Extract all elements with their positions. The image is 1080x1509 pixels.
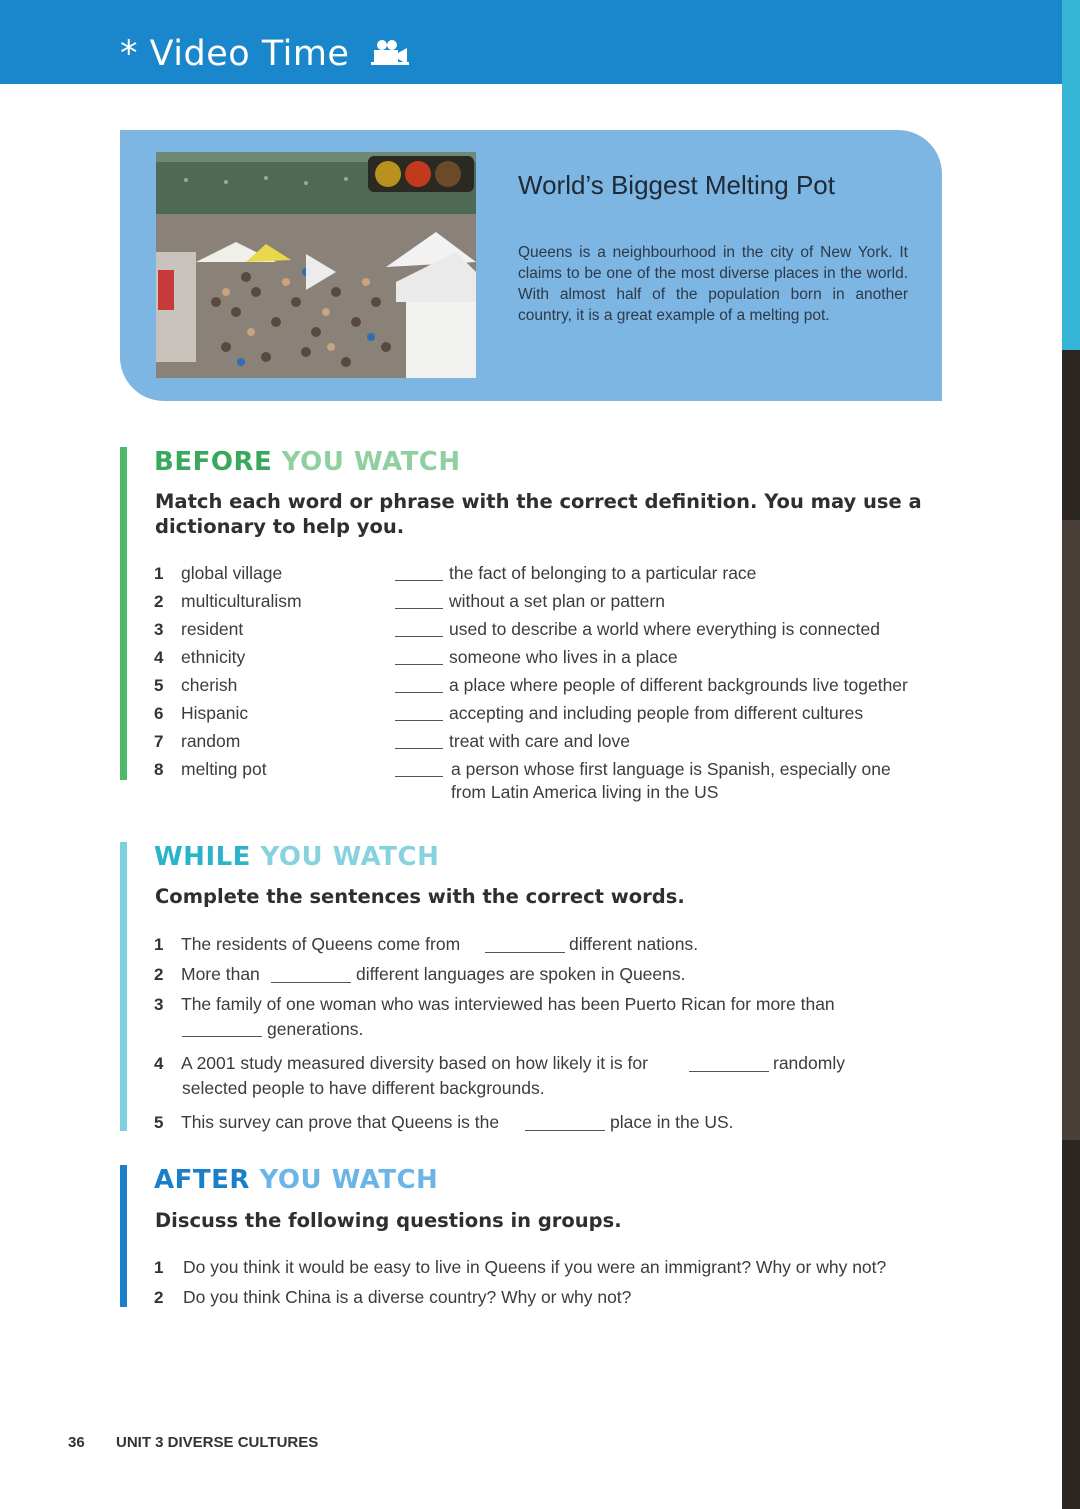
- section-heading: [154, 447, 461, 477]
- answer-blank[interactable]: [525, 1130, 605, 1131]
- unit-label: UNIT 3 DIVERSE CULTURES: [116, 1434, 319, 1451]
- vocab-word: global village: [181, 563, 283, 583]
- sentence-text: This survey can prove that Queens is the: [181, 1112, 500, 1132]
- vocab-word: ethnicity: [181, 647, 246, 667]
- item-number: 2: [154, 965, 164, 984]
- discussion-question: Do you think China is a diverse country? Why or why not?: [183, 1287, 632, 1307]
- section-heading: [154, 842, 439, 872]
- answer-blank[interactable]: [395, 692, 443, 693]
- item-number: 1: [154, 1258, 164, 1277]
- page-edge: [1062, 0, 1080, 1509]
- vocab-word: multiculturalism: [181, 591, 302, 611]
- sentence-text: place in the US.: [610, 1112, 734, 1132]
- answer-blank[interactable]: [271, 982, 351, 983]
- vocab-word: resident: [181, 619, 244, 639]
- item-number: 6: [154, 704, 164, 723]
- heading-light: YOU WATCH: [272, 447, 461, 477]
- discussion-question: Do you think it would be easy to live in Queens if you were an immigrant? Why or why not?: [183, 1257, 887, 1277]
- section-heading: [154, 1165, 438, 1195]
- section-bar: [120, 447, 127, 780]
- video-description: Queens is a neighbourhood in the city of New York. It claims to be one of the most diverse places in the world. With almost half of the population born in another country, it is a great example of a melting pot.: [518, 244, 908, 324]
- vocab-word: random: [181, 731, 241, 751]
- page-number: 36: [68, 1434, 85, 1451]
- sentence-text: different nations.: [569, 934, 699, 954]
- sentence-text: different languages are spoken in Queens.: [356, 964, 686, 984]
- page-edge-accent: [1062, 0, 1080, 350]
- item-number: 4: [154, 648, 164, 667]
- sentence-text: A 2001 study measured diversity based on how likely it is for: [181, 1053, 648, 1073]
- definition: accepting and including people from different cultures: [449, 703, 864, 723]
- sentence-text: generations.: [267, 1019, 364, 1039]
- section-instruction: Discuss the following questions in groups.: [155, 1209, 622, 1232]
- definition: treat with care and love: [449, 731, 630, 751]
- header-bar: [0, 0, 1062, 84]
- answer-blank[interactable]: [182, 1036, 262, 1037]
- item-number: 1: [154, 935, 164, 954]
- heading-strong: BEFORE: [154, 447, 273, 477]
- section-bar: [120, 1165, 127, 1307]
- heading-strong: WHILE: [154, 842, 251, 872]
- sentence-text: More than: [181, 964, 260, 984]
- definition: used to describe a world where everything is connected: [449, 619, 880, 639]
- item-number: 1: [154, 564, 164, 583]
- video-thumbnail[interactable]: [156, 152, 476, 378]
- heading-light: YOU WATCH: [250, 842, 440, 872]
- page-edge-shadow: [1062, 520, 1080, 1140]
- video-card: [120, 130, 942, 401]
- video-camera-icon: [371, 35, 409, 75]
- page-header-title: [120, 34, 409, 75]
- while-you-watch-section: [120, 842, 950, 1132]
- item-number: 5: [154, 676, 164, 695]
- answer-blank[interactable]: [395, 580, 443, 581]
- item-number: 2: [154, 1288, 164, 1307]
- answer-blank[interactable]: [395, 636, 443, 637]
- definition-continued: from Latin America living in the US: [451, 782, 719, 802]
- vocab-word: cherish: [181, 675, 238, 695]
- answer-blank[interactable]: [395, 664, 443, 665]
- vocab-word: melting pot: [181, 759, 267, 779]
- video-title: World’s Biggest Melting Pot: [518, 170, 835, 200]
- before-you-watch-section: [120, 447, 950, 802]
- answer-blank[interactable]: [485, 952, 565, 953]
- item-number: 4: [154, 1054, 164, 1073]
- definition: without a set plan or pattern: [449, 591, 665, 611]
- definition: a person whose first language is Spanish, especially one: [451, 759, 891, 779]
- after-you-watch-section: [120, 1165, 950, 1310]
- item-number: 5: [154, 1113, 164, 1132]
- answer-blank[interactable]: [395, 748, 443, 749]
- answer-blank[interactable]: [395, 720, 443, 721]
- answer-blank[interactable]: [395, 776, 443, 777]
- sentence-text: randomly: [773, 1053, 845, 1073]
- vocab-word: Hispanic: [181, 703, 249, 723]
- section-instruction: Complete the sentences with the correct words.: [155, 885, 685, 908]
- heading-strong: AFTER: [154, 1165, 250, 1195]
- item-number: 8: [154, 760, 164, 779]
- definition: someone who lives in a place: [449, 647, 678, 667]
- sentence-text: selected people to have different backgrounds.: [182, 1078, 545, 1098]
- heading-light: YOU WATCH: [249, 1165, 439, 1195]
- section-instruction: Match each word or phrase with the correct definition. You may use a dictionary to help you.: [155, 490, 922, 538]
- definition: the fact of belonging to a particular race: [449, 563, 757, 583]
- answer-blank[interactable]: [395, 608, 443, 609]
- sentence-text: The residents of Queens come from: [181, 934, 461, 954]
- definition: a place where people of different backgrounds live together: [449, 675, 908, 695]
- answer-blank[interactable]: [689, 1071, 769, 1072]
- section-bar: [120, 842, 127, 1131]
- item-number: 2: [154, 592, 164, 611]
- item-number: 7: [154, 732, 164, 751]
- item-number: 3: [154, 995, 164, 1014]
- item-number: 3: [154, 620, 164, 639]
- header-title-text: * Video Time: [120, 34, 350, 74]
- sentence-text: The family of one woman who was interviewed has been Puerto Rican for more than: [181, 994, 835, 1014]
